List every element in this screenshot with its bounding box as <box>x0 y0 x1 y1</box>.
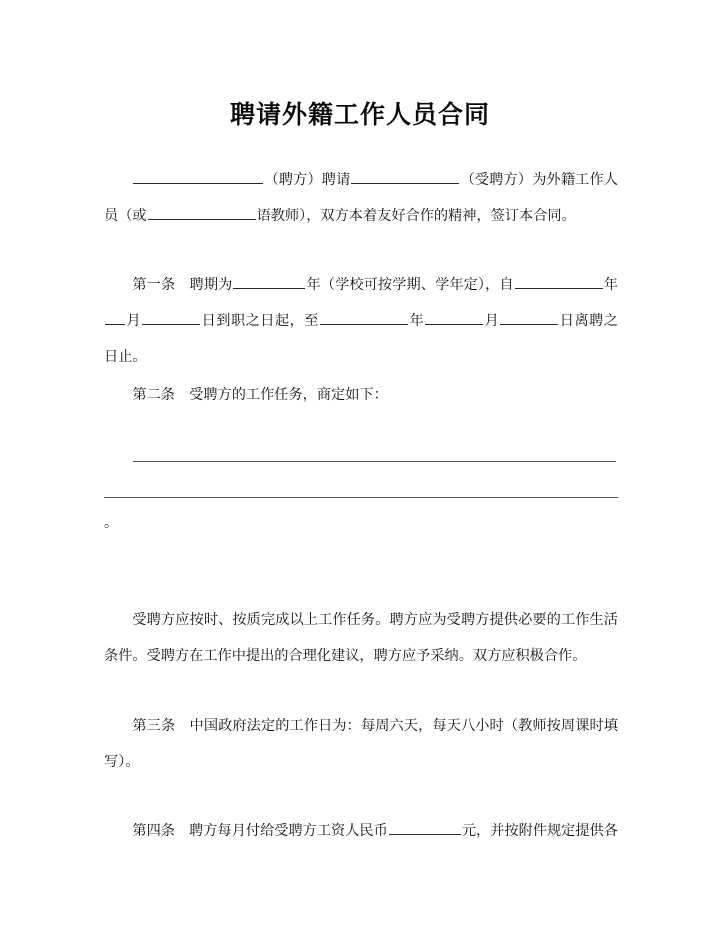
blank-term-years[interactable] <box>233 274 305 289</box>
page-title: 聘请外籍工作人员合同 <box>229 99 490 129</box>
article-1-segment-5: 日到职之日起，至 <box>201 313 319 330</box>
article-4-segment-2: 元，并按附件规定提供各 <box>461 823 618 840</box>
article-1-segment-4: 月 <box>126 313 142 330</box>
article-1-segment-8: 日离聘之日止。 <box>104 313 618 366</box>
article-2 <box>104 363 618 427</box>
article-3-label: 第三条 <box>132 718 176 735</box>
blank-start-day[interactable] <box>142 310 200 325</box>
article-1-segment-3: 年 <box>603 277 618 294</box>
article-1-text <box>104 267 618 375</box>
article-1-segment-7: 月 <box>484 313 500 330</box>
preamble-segment-3: 语教师），双方本着友好合作的精神，签订本合同。 <box>256 208 576 225</box>
article-3 <box>104 694 618 794</box>
blank-rule-task-line-2[interactable] <box>104 497 618 498</box>
preamble-segment-2: （受聘方）为外籍工作人员（或 <box>104 172 618 225</box>
article-1-segment-1: 聘期为 <box>189 277 233 294</box>
article-1-label: 第一条 <box>132 277 176 294</box>
blank-rule-task-line-1[interactable] <box>133 461 616 462</box>
clause-obligations <box>104 588 618 688</box>
article-1-segment-2: 年（学校可按学期、学年定），自 <box>306 277 514 294</box>
clause-obligations-text: 受聘方应按时、按质完成以上工作任务。聘方应为受聘方提供必要的工作生活条件。受聘方在工作中提出的合理化建议，聘方应予采纳。双方应积极合作。 <box>104 612 618 665</box>
preamble-paragraph <box>104 148 618 248</box>
blank-start-month[interactable] <box>105 310 125 325</box>
blank-start-year[interactable] <box>515 274 603 289</box>
article-2-label: 第二条 <box>132 387 175 404</box>
article-2-text <box>104 377 618 413</box>
blank-monthly-salary[interactable] <box>389 820 461 835</box>
blank-end-month[interactable] <box>425 310 483 325</box>
blank-end-year[interactable] <box>320 310 408 325</box>
blank-language[interactable] <box>148 205 256 220</box>
article-2-trailing-period: 。 <box>104 515 119 531</box>
article-3-body: 中国政府法定的工作日为：每周六天，每天八小时（教师按周课时填写）。 <box>104 718 618 771</box>
article-3-text <box>104 708 618 780</box>
blank-employer-name[interactable] <box>133 169 263 184</box>
preamble-text <box>104 162 618 234</box>
article-4-segment-1: 聘方每月付给受聘方工资人民币 <box>189 823 388 840</box>
article-4 <box>104 799 618 863</box>
article-2-body: 受聘方的工作任务，商定如下： <box>189 387 388 404</box>
blank-employee-name[interactable] <box>351 169 459 184</box>
article-4-label: 第四条 <box>132 823 175 840</box>
preamble-segment-1: （聘方）聘请 <box>264 172 351 189</box>
blank-end-day[interactable] <box>500 310 558 325</box>
article-4-text <box>104 813 618 849</box>
article-1-segment-6: 年 <box>408 313 425 330</box>
